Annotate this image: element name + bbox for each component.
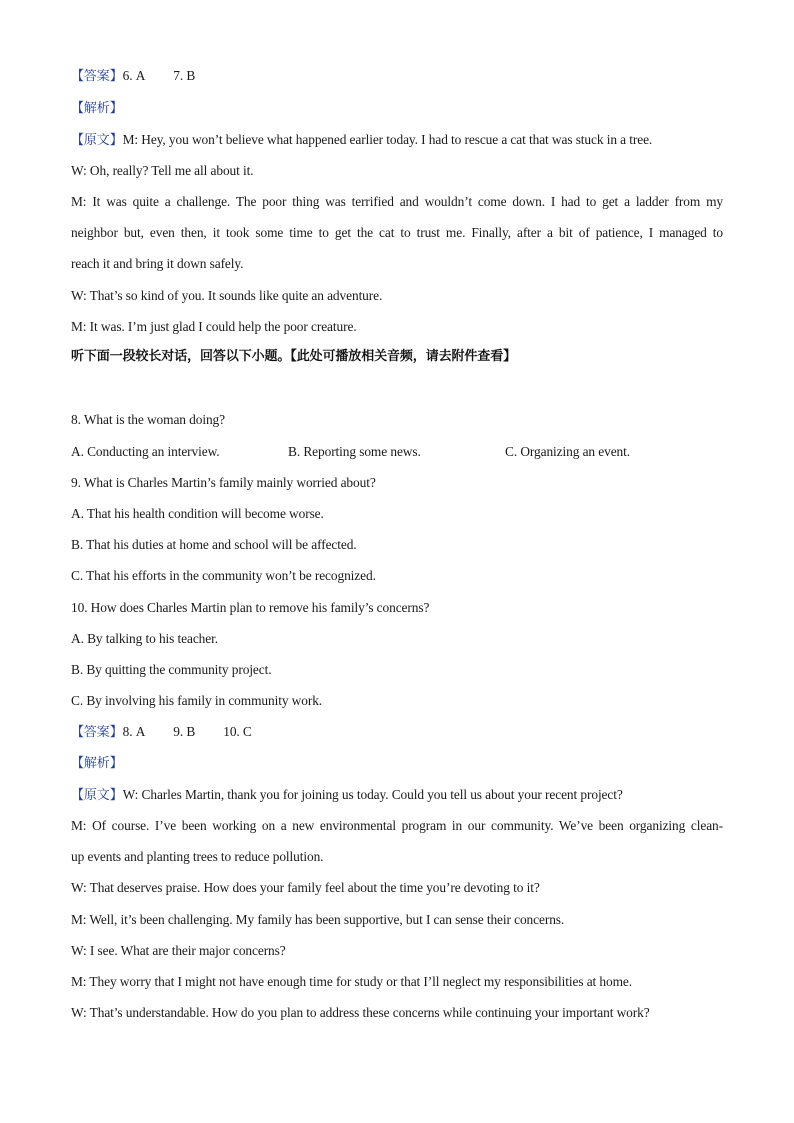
transcript-line: up events and planting trees to reduce pollution. — [71, 849, 324, 864]
analysis-tag: 【解析】 — [71, 756, 123, 771]
option-c: C. By involving his family in community work. — [71, 693, 323, 708]
transcript-line: W: That’s so kind of you. It sounds like quite an adventure. — [71, 288, 383, 303]
answer-6: 6. A — [122, 68, 146, 83]
transcript-line — [71, 786, 723, 804]
transcript-line: W: That’s understandable. How do you plan to address these concerns while continuing your important work? — [71, 1005, 650, 1020]
transcript-line: neighbor but, even then, it took some time to get the cat to trust me. Finally, after a bit of patience, I managed to — [71, 225, 723, 240]
transcript-line: M: Well, it’s been challenging. My family has been supportive, but I can sense their concerns. — [71, 912, 565, 927]
transcript-line: W: I see. What are their major concerns? — [71, 943, 286, 958]
answer-8: 8. A — [122, 724, 146, 739]
original-tag: 【原文】 — [71, 133, 123, 148]
transcript-line: W: That deserves praise. How does your family feel about the time you’re devoting to it? — [71, 880, 540, 895]
answer-line-2 — [71, 723, 723, 741]
transcript-line: M: It was quite a challenge. The poor thing was terrified and wouldn’t come down. I had to get a ladder from my — [71, 194, 723, 209]
question-8: 8. What is the woman doing? — [71, 412, 225, 427]
answer-line-1 — [71, 67, 723, 85]
answer-tag: 【答案】 — [71, 69, 123, 84]
transcript-text: W: Charles Martin, thank you for joining us today. Could you tell us about your recent project? — [122, 787, 623, 802]
answer-7: 7. B — [173, 68, 196, 83]
question-9: 9. What is Charles Martin’s family mainly worried about? — [71, 475, 376, 490]
transcript-line: M: Of course. I’ve been working on a new environmental program in our community. We’ve been organizing clean- — [71, 818, 723, 833]
option-c: C. Organizing an event. — [505, 444, 631, 459]
option-a: A. By talking to his teacher. — [71, 631, 218, 646]
analysis-heading-2 — [71, 754, 723, 772]
original-tag: 【原文】 — [71, 788, 123, 803]
analysis-tag: 【解析】 — [71, 101, 123, 116]
question-10: 10. How does Charles Martin plan to remove his family’s concerns? — [71, 600, 430, 615]
option-a: A. That his health condition will become worse. — [71, 506, 324, 521]
answer-10: 10. C — [223, 724, 252, 739]
transcript-line — [71, 131, 723, 149]
option-a: A. Conducting an interview. — [71, 444, 220, 459]
transcript-line: W: Oh, really? Tell me all about it. — [71, 163, 254, 178]
option-c: C. That his efforts in the community won’t be recognized. — [71, 568, 376, 583]
option-b: B. By quitting the community project. — [71, 662, 272, 677]
transcript-line: M: It was. I’m just glad I could help the poor creature. — [71, 319, 357, 334]
option-b: B. That his duties at home and school will be affected. — [71, 537, 357, 552]
listening-instruction: 听下面一段较长对话，回答以下小题。【此处可播放相关音频，请去附件查看】 — [71, 349, 517, 364]
transcript-line: reach it and bring it down safely. — [71, 256, 244, 271]
transcript-text: M: Hey, you won’t believe what happened earlier today. I had to rescue a cat that was stuck in a tree. — [122, 132, 653, 147]
analysis-heading-1 — [71, 99, 723, 117]
option-b: B. Reporting some news. — [288, 444, 421, 459]
answer-9: 9. B — [173, 724, 196, 739]
answer-tag: 【答案】 — [71, 725, 123, 740]
transcript-line: M: They worry that I might not have enough time for study or that I’ll neglect my responsibilities at home. — [71, 974, 633, 989]
